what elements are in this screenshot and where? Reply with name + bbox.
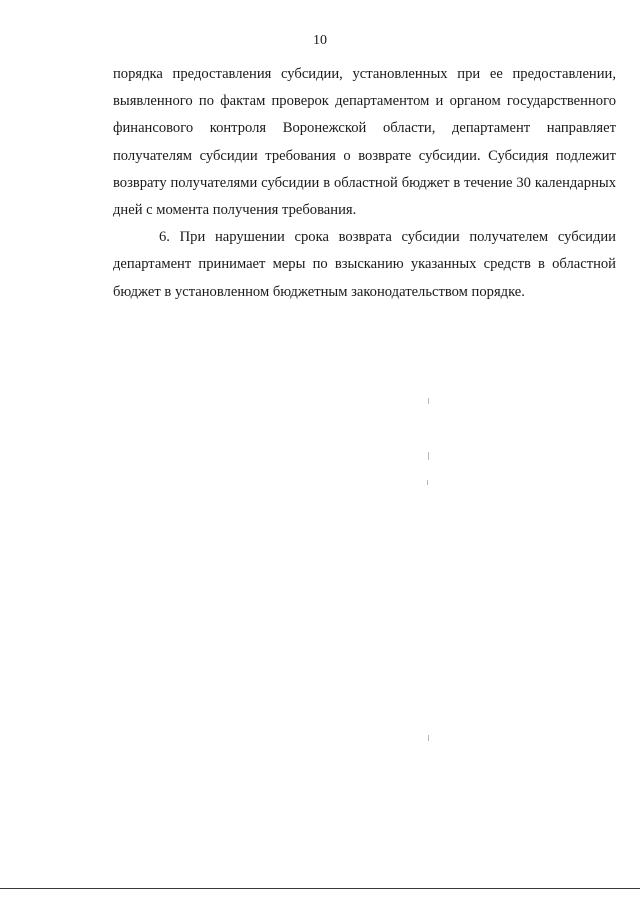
page-number: 10 xyxy=(313,33,327,48)
page-bottom-edge xyxy=(0,888,640,889)
document-body xyxy=(113,61,616,306)
scan-artifact xyxy=(427,480,428,485)
scan-artifact xyxy=(428,452,429,460)
scan-artifact xyxy=(428,398,429,404)
paragraph-continuation: порядка предоставления субсидии, установленных при ее предоставлении, выявленного по фактам проверок департаментом и органом государственного финансового контроля Воронежской области, департамент направляет получателям субсидии требования о возврате субсидии. Субсидия подлежит возврату получателями субсидии в областной бюджет в течение 30 календарных дней с момента получения требования. xyxy=(113,66,616,219)
paragraph-item-6: 6. При нарушении срока возврата субсидии получателем субсидии департамент принимает меры по взысканию указанных средств в областной бюджет в установленном бюджетным законодательством порядке. xyxy=(113,229,616,300)
scan-artifact xyxy=(428,735,429,741)
